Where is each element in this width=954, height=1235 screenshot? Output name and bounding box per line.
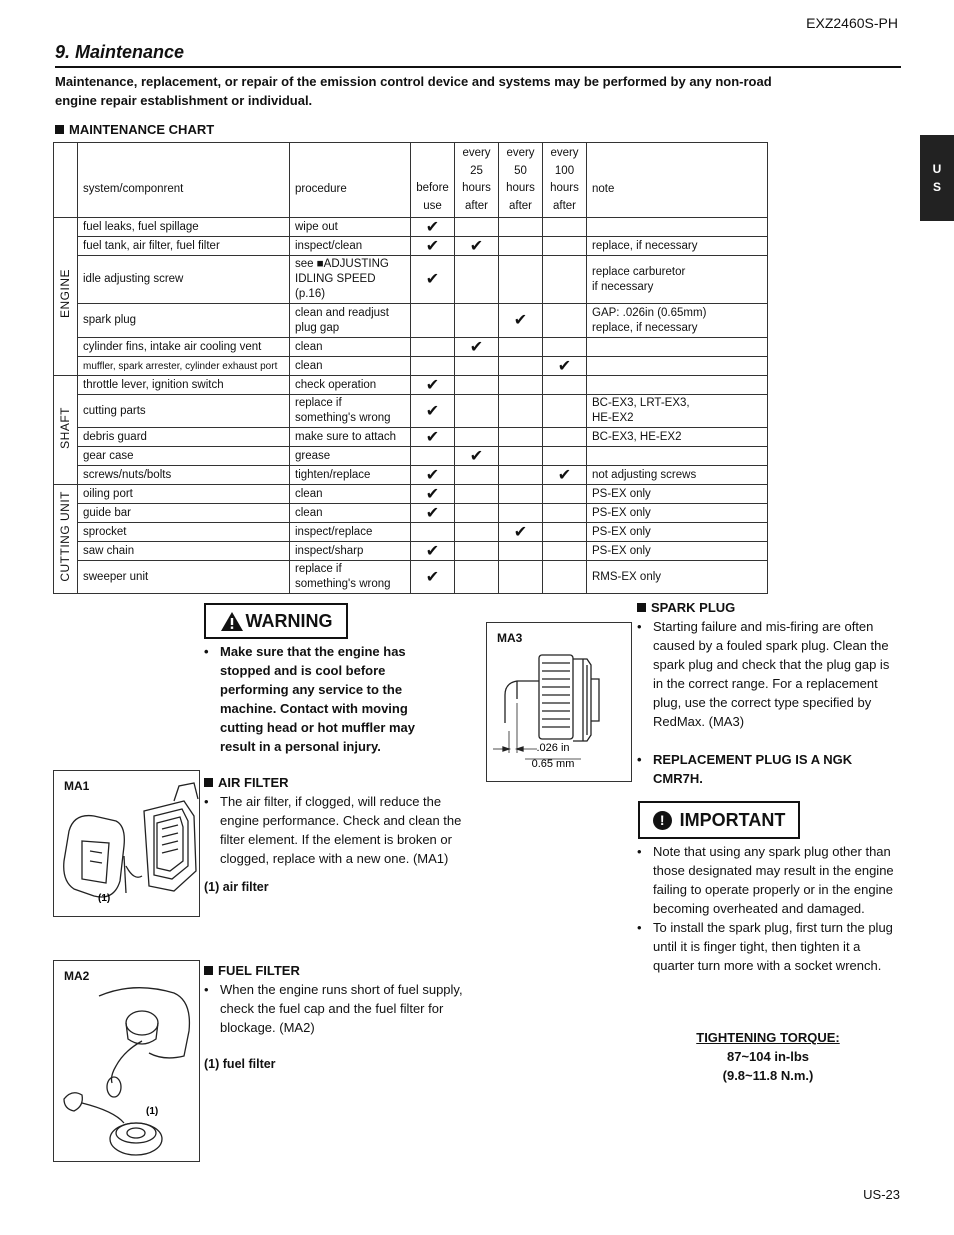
component-cell: gear case <box>78 447 290 466</box>
component-cell: debris guard <box>78 428 290 447</box>
check-before-use <box>411 447 455 466</box>
spark-plug-heading: SPARK PLUG <box>637 598 901 617</box>
chart-row <box>54 218 768 237</box>
component-cell: spark plug <box>78 304 290 338</box>
check-100-hours <box>543 428 587 447</box>
check-50-hours <box>499 218 543 237</box>
check-100-hours <box>543 304 587 338</box>
chart-row <box>54 376 768 395</box>
component-cell: fuel leaks, fuel spillage <box>78 218 290 237</box>
check-50-hours <box>499 395 543 428</box>
component-cell: oiling port <box>78 485 290 504</box>
check-before-use: ✔ <box>411 485 455 504</box>
check-25-hours <box>455 466 499 485</box>
check-50-hours <box>499 338 543 357</box>
group-engine: ENGINE <box>54 218 78 376</box>
spark-plug-text: • Starting failure and mis-firing are often caused by a fouled spark plug. Clean the spark plug and check that the plug gap is in the correct range. For a replacement plug, use the correct type specified by RedMax. (MA3) <box>637 617 901 731</box>
header-before-use: before use <box>411 143 455 218</box>
check-25-hours <box>455 376 499 395</box>
note-cell <box>587 376 768 395</box>
check-50-hours <box>499 256 543 304</box>
square-bullet-icon <box>637 603 646 612</box>
check-25-hours <box>455 485 499 504</box>
component-cell: idle adjusting screw <box>78 256 290 304</box>
air-filter-section <box>204 773 464 897</box>
fuel-filter-illustration <box>54 961 199 1161</box>
chart-row <box>54 338 768 357</box>
check-before-use <box>411 523 455 542</box>
header-every-50-hours: every 50 hours after <box>499 143 543 218</box>
procedure-cell: clean <box>290 485 411 504</box>
check-25-hours <box>455 395 499 428</box>
check-25-hours <box>455 542 499 561</box>
header-note: note <box>587 143 768 218</box>
procedure-cell: inspect/sharp <box>290 542 411 561</box>
document-id: EXZ2460S-PH <box>806 15 898 31</box>
warning-box <box>204 603 348 639</box>
procedure-cell: make sure to attach <box>290 428 411 447</box>
note-cell: replace carburetor if necessary <box>587 256 768 304</box>
gap-inches: .026 in <box>536 742 570 754</box>
header-every-100-hours: every 100 hours after <box>543 143 587 218</box>
figure-callout: (1) <box>146 1106 159 1117</box>
note-cell: RMS-EX only <box>587 561 768 594</box>
torque-in-lbs: 87~104 in-lbs <box>726 1049 810 1064</box>
check-100-hours <box>543 376 587 395</box>
header-procedure: procedure <box>290 143 411 218</box>
check-50-hours <box>499 357 543 376</box>
component-cell: cylinder fins, intake air cooling vent <box>78 338 290 357</box>
note-cell: PS-EX only <box>587 504 768 523</box>
check-100-hours <box>543 256 587 304</box>
torque-label: TIGHTENING TORQUE: <box>696 1030 840 1045</box>
check-50-hours <box>499 376 543 395</box>
chart-row <box>54 485 768 504</box>
component-cell: cutting parts <box>78 395 290 428</box>
chart-row <box>54 395 768 428</box>
component-cell: sprocket <box>78 523 290 542</box>
check-25-hours <box>455 256 499 304</box>
note-cell: PS-EX only <box>587 485 768 504</box>
figure-ma3: MA3 .026 in 0.65 mm <box>486 622 632 782</box>
group-shaft: SHAFT <box>54 376 78 485</box>
note-cell <box>587 447 768 466</box>
chart-row <box>54 504 768 523</box>
page-number: US-23 <box>863 1187 900 1202</box>
check-25-hours: ✔ <box>455 338 499 357</box>
torque-nm: (9.8~11.8 N.m.) <box>722 1068 814 1083</box>
component-cell: screws/nuts/bolts <box>78 466 290 485</box>
note-cell: PS-EX only <box>587 523 768 542</box>
component-cell: saw chain <box>78 542 290 561</box>
procedure-cell: inspect/replace <box>290 523 411 542</box>
figure-ma2: MA2 (1) <box>53 960 200 1162</box>
note-cell: replace, if necessary <box>587 237 768 256</box>
maintenance-chart <box>53 142 768 594</box>
check-before-use <box>411 304 455 338</box>
square-bullet-icon <box>204 966 213 975</box>
important-label: IMPORTANT <box>679 809 786 830</box>
chart-row <box>54 256 768 304</box>
check-50-hours <box>499 542 543 561</box>
gap-millimeters: 0.65 mm <box>531 758 575 770</box>
warning-triangle-icon <box>220 611 244 632</box>
check-before-use: ✔ <box>411 428 455 447</box>
square-bullet-icon <box>55 125 64 134</box>
page-title: 9. Maintenance <box>55 42 901 68</box>
fuel-filter-section <box>204 961 464 1074</box>
check-50-hours <box>499 428 543 447</box>
warning-text: • Make sure that the engine has stopped and is cool before performing any service to the machine. Contact with moving cutting head or hot muffler may result in a personal injury. <box>204 642 454 756</box>
note-cell: PS-EX only <box>587 542 768 561</box>
important-item: • To install the spark plug, first turn the plug until it is finger tight, then tighten it a quarter turn more with a socket wrench. <box>637 918 901 975</box>
check-50-hours <box>499 237 543 256</box>
check-before-use: ✔ <box>411 376 455 395</box>
check-before-use: ✔ <box>411 218 455 237</box>
chart-row <box>54 542 768 561</box>
spark-plug-illustration <box>487 623 631 781</box>
chart-row <box>54 466 768 485</box>
component-cell: muffler, spark arrester, cylinder exhaust port <box>78 357 290 376</box>
chart-row <box>54 237 768 256</box>
figure-callout: (1) <box>98 893 111 904</box>
check-100-hours <box>543 218 587 237</box>
check-before-use: ✔ <box>411 561 455 594</box>
spark-plug-section <box>637 598 901 788</box>
important-section <box>637 842 901 975</box>
warning-label: WARNING <box>245 610 333 631</box>
check-before-use <box>411 357 455 376</box>
square-bullet-icon <box>204 778 213 787</box>
note-cell <box>587 357 768 376</box>
check-before-use: ✔ <box>411 237 455 256</box>
component-cell: guide bar <box>78 504 290 523</box>
component-cell: fuel tank, air filter, fuel filter <box>78 237 290 256</box>
check-100-hours <box>543 504 587 523</box>
chart-row <box>54 561 768 594</box>
header-system: system/componrent <box>78 143 290 218</box>
check-100-hours <box>543 542 587 561</box>
check-100-hours <box>543 447 587 466</box>
check-50-hours: ✔ <box>499 523 543 542</box>
component-cell: throttle lever, ignition switch <box>78 376 290 395</box>
fuel-filter-caption: (1) fuel filter <box>204 1057 276 1071</box>
chart-row <box>54 523 768 542</box>
air-filter-illustration <box>54 771 199 916</box>
check-before-use: ✔ <box>411 542 455 561</box>
fuel-filter-text: • When the engine runs short of fuel supply, check the fuel cap and the fuel filter for blockage. (MA2) <box>204 980 464 1037</box>
check-25-hours <box>455 561 499 594</box>
check-25-hours <box>455 428 499 447</box>
check-100-hours <box>543 338 587 357</box>
check-before-use <box>411 338 455 357</box>
check-before-use: ✔ <box>411 466 455 485</box>
air-filter-text: • The air filter, if clogged, will reduce the engine performance. Check and clean the filter element. If the element is broken or clogged, replace with a new one. (MA1) <box>204 792 464 868</box>
group-cutting-unit: CUTTING UNIT <box>54 485 78 594</box>
procedure-cell: grease <box>290 447 411 466</box>
check-before-use: ✔ <box>411 256 455 304</box>
procedure-cell: replace if something's wrong <box>290 395 411 428</box>
important-item: • Note that using any spark plug other than those designated may result in the engine failing to operate properly or in the engine becoming overheated and damaged. <box>637 842 901 918</box>
procedure-cell: clean and readjust plug gap <box>290 304 411 338</box>
check-25-hours <box>455 504 499 523</box>
chart-row <box>54 447 768 466</box>
check-25-hours <box>455 218 499 237</box>
figure-ma1: MA1 (1) <box>53 770 200 917</box>
note-cell: GAP: .026in (0.65mm) replace, if necessary <box>587 304 768 338</box>
air-filter-heading: AIR FILTER <box>204 773 464 792</box>
check-100-hours: ✔ <box>543 466 587 485</box>
check-50-hours <box>499 504 543 523</box>
exclamation-icon: ! <box>653 811 672 830</box>
check-before-use: ✔ <box>411 395 455 428</box>
chart-row <box>54 304 768 338</box>
check-50-hours <box>499 485 543 504</box>
check-100-hours: ✔ <box>543 357 587 376</box>
note-cell: BC-EX3, HE-EX2 <box>587 428 768 447</box>
check-before-use: ✔ <box>411 504 455 523</box>
tightening-torque <box>668 1028 868 1085</box>
check-50-hours <box>499 561 543 594</box>
chart-row <box>54 357 768 376</box>
note-cell: BC-EX3, LRT-EX3, HE-EX2 <box>587 395 768 428</box>
procedure-cell: inspect/clean <box>290 237 411 256</box>
note-cell <box>587 338 768 357</box>
procedure-cell: replace if something's wrong <box>290 561 411 594</box>
check-100-hours <box>543 395 587 428</box>
procedure-cell: tighten/replace <box>290 466 411 485</box>
fuel-filter-heading: FUEL FILTER <box>204 961 464 980</box>
check-100-hours <box>543 561 587 594</box>
chart-header-row <box>54 143 768 218</box>
check-25-hours: ✔ <box>455 447 499 466</box>
component-cell: sweeper unit <box>78 561 290 594</box>
important-box <box>638 801 800 839</box>
procedure-cell: clean <box>290 357 411 376</box>
procedure-cell: see ■ADJUSTING IDLING SPEED (p.16) <box>290 256 411 304</box>
check-100-hours <box>543 237 587 256</box>
note-cell: not adjusting screws <box>587 466 768 485</box>
replacement-plug-note: • REPLACEMENT PLUG IS A NGK CMR7H. <box>637 750 901 788</box>
procedure-cell: clean <box>290 338 411 357</box>
check-50-hours <box>499 466 543 485</box>
procedure-cell: wipe out <box>290 218 411 237</box>
note-cell <box>587 218 768 237</box>
region-tab-us: U S <box>920 135 954 221</box>
check-50-hours: ✔ <box>499 304 543 338</box>
procedure-cell: clean <box>290 504 411 523</box>
check-50-hours <box>499 447 543 466</box>
intro-text: Maintenance, replacement, or repair of the emission control device and systems may be performed by any non-road engine repair establishment or individual. <box>55 74 772 108</box>
check-25-hours <box>455 304 499 338</box>
header-every-25-hours: every 25 hours after <box>455 143 499 218</box>
check-25-hours: ✔ <box>455 237 499 256</box>
maintenance-chart-heading: MAINTENANCE CHART <box>55 122 214 137</box>
check-100-hours <box>543 523 587 542</box>
air-filter-caption: (1) air filter <box>204 880 269 894</box>
check-100-hours <box>543 485 587 504</box>
header-group-cell <box>54 143 78 218</box>
chart-row <box>54 428 768 447</box>
procedure-cell: check operation <box>290 376 411 395</box>
check-25-hours <box>455 357 499 376</box>
check-25-hours <box>455 523 499 542</box>
